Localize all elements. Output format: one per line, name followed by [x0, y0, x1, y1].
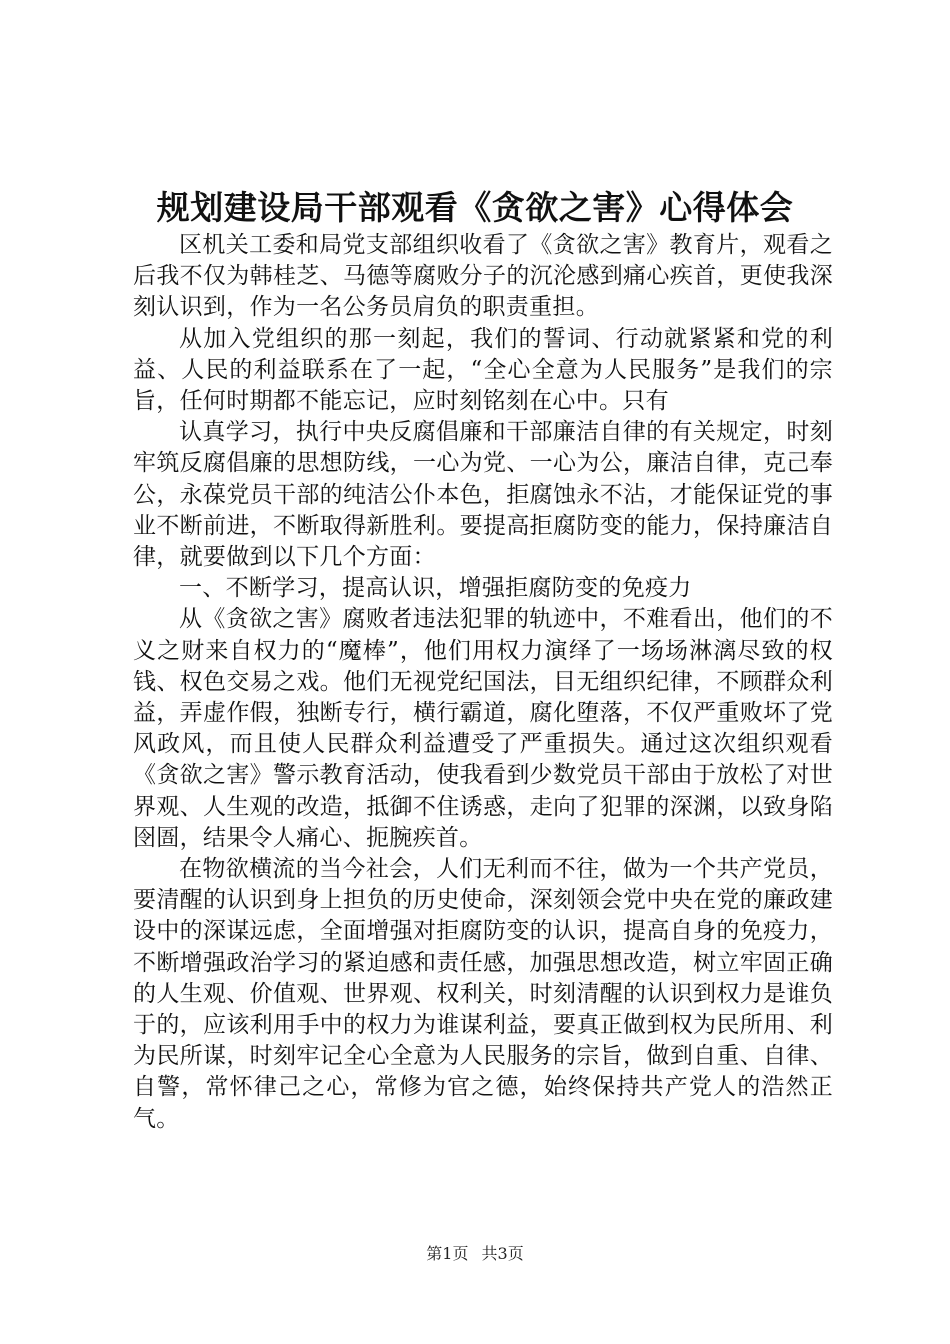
page-footer — [0, 1243, 950, 1265]
document-body — [133, 230, 833, 1135]
section-heading: 一、不断学习，提高认识，增强拒腐防变的免疫力 — [179, 575, 692, 602]
paragraph: 认真学习，执行中央反腐倡廉和干部廉洁自律的有关规定，时刻牢筑反腐倡廉的思想防线，一心为党、一心为公，廉洁自律，克己奉公，永葆党员干部的纯洁公仆本色，拒腐蚀永不沾，才能保证党的事业不断前进，不断取得新胜利。要提高拒腐防变的能力，保持廉洁自律，就要做到以下几个方面： — [133, 419, 833, 571]
paragraph: 从加入党组织的那一刻起，我们的誓词、行动就紧紧和党的利益、人民的利益联系在了一起，“全心全意为人民服务”是我们的宗旨，任何时期都不能忘记，应时刻铭刻在心中。只有 — [133, 325, 833, 415]
document-title: 规划建设局干部观看《贪欲之害》心得体会 — [156, 188, 794, 227]
paragraph: 从《贪欲之害》腐败者违法犯罪的轨迹中，不难看出，他们的不义之财来自权力的“魔棒”，他们用权力演绎了一场场淋漓尽致的权钱、权色交易之戏。他们无视党纪国法，目无组织纪律，不顾群众利益，弄虚作假，独断专行，横行霸道，腐化堕落，不仅严重败坏了党风政风，而且使人民群众利益遭受了严重损失。通过这次组织观看《贪欲之害》警示教育活动，使我看到少数党员干部由于放松了对世界观、人生观的改造，抵御不住诱惑，走向了犯罪的深渊，以致身陷囹圄，结果令人痛心、扼腕疾首。 — [133, 606, 833, 851]
page-number: 第1页 — [426, 1244, 469, 1263]
page-total: 共3页 — [481, 1244, 524, 1263]
paragraph: 在物欲横流的当今社会，人们无利而不往，做为一个共产党员，要清醒的认识到身上担负的历史使命，深刻领会党中央在党的廉政建设中的深谋远虑，全面增强对拒腐防变的认识，提高自身的免疫力，不断增强政治学习的紧迫感和责任感，加强思想改造，树立牢固正确的人生观、价值观、世界观、权利关，时刻清醒的认识到权力是谁负于的，应该利用手中的权力为谁谋利益，要真正做到权为民所用、利为民所谋，时刻牢记全心全意为人民服务的宗旨，做到自重、自律、自警，常怀律己之心，常修为官之德，始终保持共产党人的浩然正气。 — [133, 856, 833, 1132]
paragraph: 区机关工委和局党支部组织收看了《贪欲之害》教育片，观看之后我不仅为韩桂芝、马德等腐败分子的沉沦感到痛心疾首，更使我深刻认识到，作为一名公务员肩负的职责重担。 — [133, 232, 833, 321]
